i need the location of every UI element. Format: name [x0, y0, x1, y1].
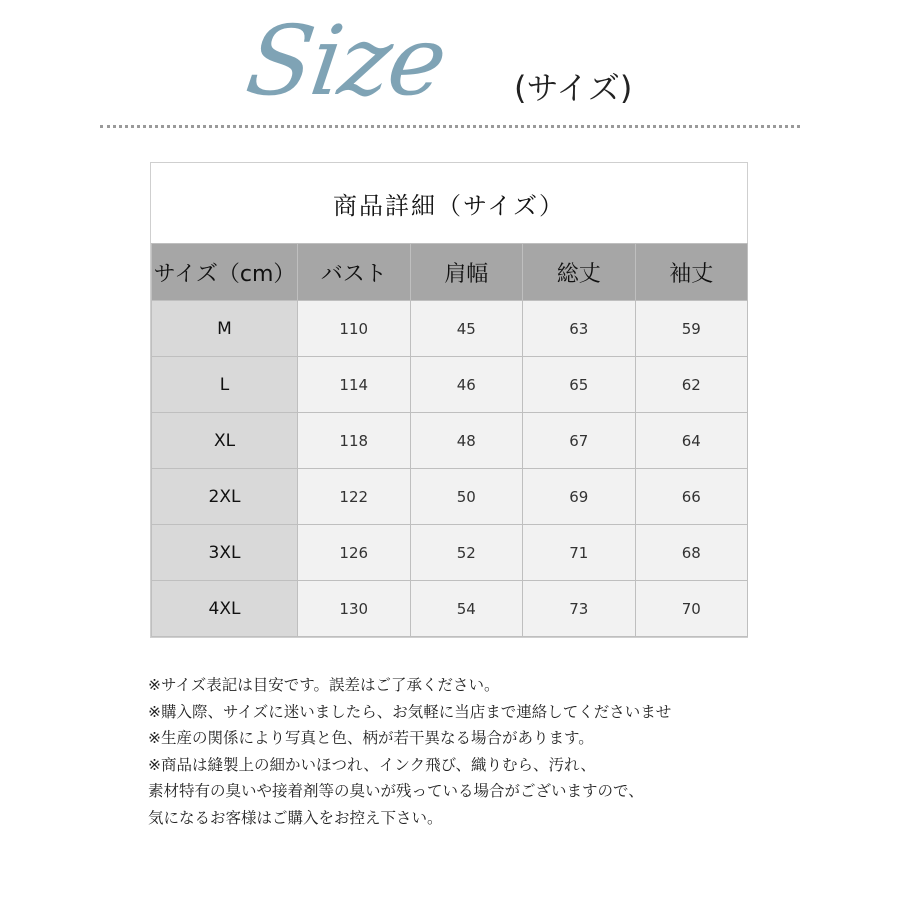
size-notes [148, 672, 848, 831]
table-row [152, 469, 748, 525]
bust-cell: 130 [298, 581, 411, 637]
sleeve-cell: 59 [635, 301, 748, 357]
table-header-row [152, 244, 748, 301]
sleeve-cell: 62 [635, 357, 748, 413]
bust-cell: 122 [298, 469, 411, 525]
shoulder-cell: 48 [410, 413, 523, 469]
size-chart [150, 162, 748, 638]
size-label: 2XL [152, 469, 298, 525]
sleeve-cell: 70 [635, 581, 748, 637]
table-row [152, 357, 748, 413]
column-header-size: サイズ（cm） [152, 244, 298, 301]
bust-cell: 118 [298, 413, 411, 469]
column-header-shoulder: 肩幅 [410, 244, 523, 301]
size-label: 3XL [152, 525, 298, 581]
table-row [152, 301, 748, 357]
size-label: XL [152, 413, 298, 469]
shoulder-cell: 45 [410, 301, 523, 357]
length-cell: 73 [523, 581, 636, 637]
length-cell: 69 [523, 469, 636, 525]
column-header-length: 総丈 [523, 244, 636, 301]
note-line: ※サイズ表記は目安です。誤差はご了承ください。 [148, 676, 500, 694]
table-row [152, 525, 748, 581]
note-line: ※購入際、サイズに迷いましたら、お気軽に当店まで連絡してくださいませ [148, 702, 672, 721]
shoulder-cell: 46 [410, 357, 523, 413]
sleeve-cell: 68 [635, 525, 748, 581]
size-table [151, 243, 748, 637]
note-line: ※商品は縫製上の細かいほつれ、インク飛び、織りむら、汚れ、 [148, 755, 596, 774]
shoulder-cell: 50 [410, 469, 523, 525]
size-label: L [152, 357, 298, 413]
note-line: 素材特有の臭いや接着剤等の臭いが残っている場合がございますので、 [148, 782, 644, 800]
sleeve-cell: 64 [635, 413, 748, 469]
note-line: 気になるお客様はご購入をお控え下さい。 [148, 808, 443, 827]
size-chart-title: 商品詳細（サイズ） [332, 192, 566, 220]
length-cell: 65 [523, 357, 636, 413]
dotted-divider [100, 125, 800, 128]
page-header [0, 0, 900, 125]
sleeve-cell: 66 [635, 469, 748, 525]
length-cell: 71 [523, 525, 636, 581]
shoulder-cell: 54 [410, 581, 523, 637]
note-line: ※生産の関係により写真と色、柄が若干異なる場合があります。 [148, 729, 594, 747]
bust-cell: 110 [298, 301, 411, 357]
bust-cell: 126 [298, 525, 411, 581]
bust-cell: 114 [298, 357, 411, 413]
size-jp-title: (サイズ) [514, 69, 633, 107]
size-label: M [152, 301, 298, 357]
size-script-title: Size [240, 5, 452, 117]
shoulder-cell: 52 [410, 525, 523, 581]
table-row [152, 413, 748, 469]
size-label: 4XL [152, 581, 298, 637]
table-row [152, 581, 748, 637]
length-cell: 67 [523, 413, 636, 469]
column-header-sleeve: 袖丈 [635, 244, 748, 301]
column-header-bust: バスト [298, 244, 411, 301]
length-cell: 63 [523, 301, 636, 357]
